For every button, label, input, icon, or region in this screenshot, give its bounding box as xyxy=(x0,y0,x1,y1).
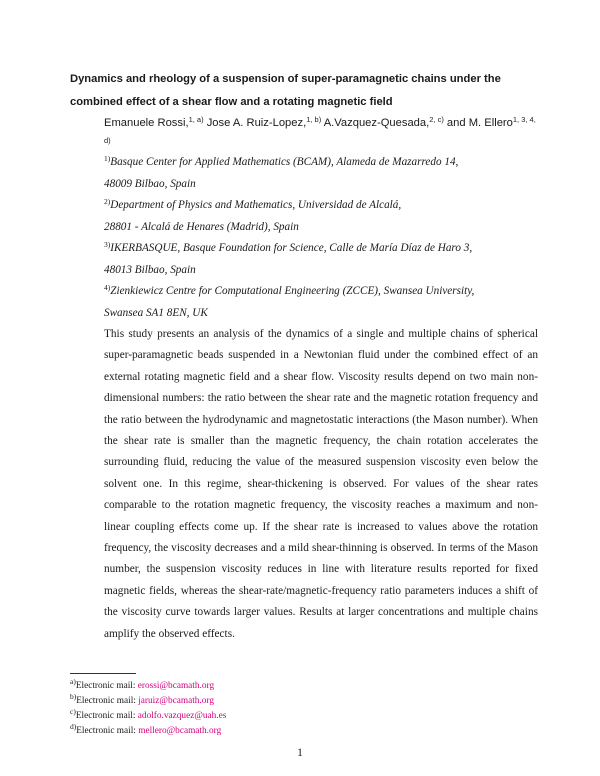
email-link[interactable]: mellero@bcamath.org xyxy=(138,726,222,736)
affiliation: $^{4)}$Zienkiewicz Centre for Computational Engineering (ZCCE), Swansea University, Swansea SA1 8EN, UK xyxy=(104,283,475,319)
footnote-rule xyxy=(70,673,136,674)
email-link[interactable]: adolfo.vazquez@uah.es xyxy=(137,711,227,721)
email-link[interactable]: erossi@bcamath.org xyxy=(137,681,215,691)
author: Jose A. Ruiz-Lopez,$^{1, b)}$ xyxy=(206,115,322,129)
footnote: $^{b)}$Electronic mail: jaruiz@bcamath.org xyxy=(70,692,214,706)
author: Emanuele Rossi,$^{1, a)}$ xyxy=(104,115,204,129)
author: A.Vazquez-Quesada,$^{2, c)}$ xyxy=(323,115,444,129)
abstract: This study presents an analysis of the dynamics of a single and multiple chains of spherical super-paramagnetic beads suspended in a Newtonian fluid under the combined effect of an external rotating magnetic field and a shear flow. Viscosity results depend on two main non-dimensional numbers: the ratio between the shear rate and the magnetic rotation frequency and the ratio between the hydrodynamic and magnetostatic interactions (the Mason number). When the shear rate is smaller than the magnetic frequency, the chain rotation accelerates the surrounding fluid, reducing the value of the measured suspension viscosity even below the solvent one. In this regime, shear-thickening is observed. For values of the shear rates comparable to the rotation magnetic frequency, the viscosity reaches a maximum and non-linear coupling effects come up. If the shear rate is increased to values above the rotation frequency, the viscosity decreases and a mild shear-thinning is observed. In terms of the Mason number, the suspension viscosity reduces in line with literature results reported for fixed magnetic fields, whereas the shear-rate/magnetic-frequency ratio parameters induces a shift of the viscosity curve towards larger values. Results at larger concentrations and multiple chains amplify the observed effects. xyxy=(104,328,538,640)
affiliation: $^{2)}$Department of Physics and Mathematics, Universidad de Alcalá, 28801 - Alcalá de Henares (Madrid), Spain xyxy=(104,197,402,233)
affiliation: $^{3)}$IKERBASQUE, Basque Foundation for Science, Calle de María Díaz de Haro 3, 48013 Bilbao, Spain xyxy=(104,240,473,276)
page-number: 1 xyxy=(297,747,303,759)
affiliation-list xyxy=(104,152,544,324)
footnote: $^{d)}$Electronic mail: mellero@bcamath.org xyxy=(70,722,222,736)
footnote: $^{a)}$Electronic mail: erossi@bcamath.org xyxy=(70,677,215,691)
paper-title: Dynamics and rheology of a suspension of super-paramagnetic chains under the combined effect of a shear flow and a rotating magnetic field xyxy=(70,73,501,108)
footnote: $^{c)}$Electronic mail: adolfo.vazquez@uah.es xyxy=(70,707,227,721)
affiliation: $^{1)}$Basque Center for Applied Mathematics (BCAM), Alameda de Mazarredo 14, 48009 Bilbao, Spain xyxy=(104,154,459,190)
email-link[interactable]: jaruiz@bcamath.org xyxy=(138,696,214,706)
author-list: Emanuele Rossi,$^{1, a)}$ Jose A. Ruiz-Lopez,$^{1, b)}$ A.Vazquez-Quesada,$^{2, c)}$ and M. Ellero$^{1, 3, 4, d)}$ xyxy=(104,113,544,155)
footnote-list xyxy=(70,679,370,739)
author: M. Ellero$^{1, 3, 4, d)}$ xyxy=(104,115,536,145)
